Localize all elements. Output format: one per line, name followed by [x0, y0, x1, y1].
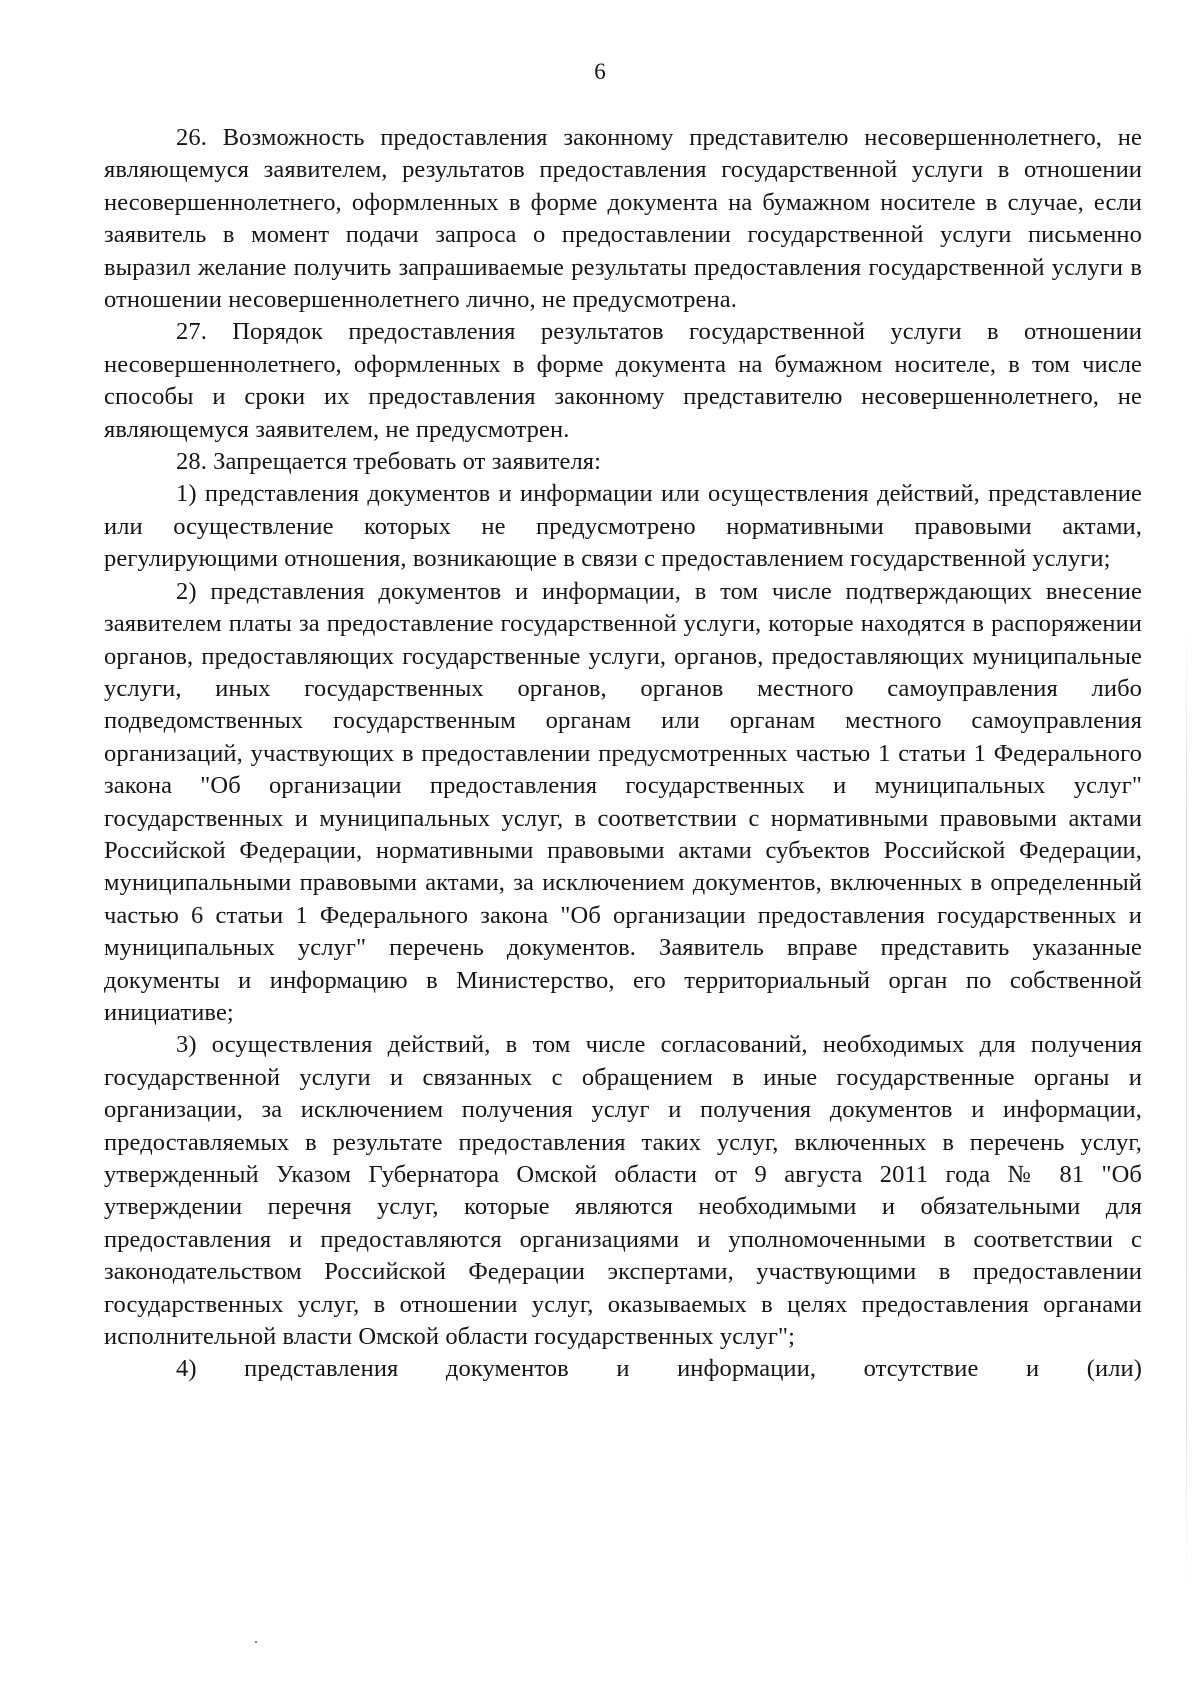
- scan-speck: [255, 1641, 257, 1643]
- list-item-2: 2) представления документов и информации, в том числе подтверждающих внесение заявителем платы за предоставление государственной услуги, которые находятся в распоряжении органов, предоставляющих государственные услуги, органов, предоставляющих муниципальные услуги, иных государственных органов, органов местного самоуправления либо подведомственных государственным органам или органам местного самоуправления организаций, участвующих в предоставлении предусмотренных частью 1 статьи 1 Федерального закона "Об организации предоставления государственных и муниципальных услуг" государственных и муниципальных услуг, в соответствии с нормативными правовыми актами Российской Федерации, нормативными правовыми актами субъектов Российской Федерации, муниципальными правовыми актами, за исключением документов, включенных в определенный частью 6 статьи 1 Федерального закона "Об организации предоставления государственных и муниципальных услуг" перечень документов. Заявитель вправе представить указанные документы и информацию в Министерство, его территориальный орган по собственной инициативе;: [104, 577, 1142, 1026]
- paragraph-26: 26. Возможность предоставления законному представителю несовершеннолетнего, не являющемуся заявителем, результатов предоставления государственной услуги в отношении несовершеннолетнего, оформленных в форме документа на бумажном носителе в случае, если заявитель в момент подачи запроса о предоставлении государственной услуги письменно выразил желание получить запрашиваемые результаты предоставления государственной услуги в отношении несовершеннолетнего лично, не предусмотрена.: [104, 124, 1142, 314]
- list-item-4: 4) представления документов и информации, отсутствие и (или): [176, 1355, 1142, 1383]
- list-item-3: 3) осуществления действий, в том числе согласований, необходимых для получения государственной услуги и связанных с обращением в иные государственные органы и организации, за исключением получения услуг и получения документов и информации, предоставляемых в результате предоставления таких услуг, включенных в перечень услуг, утвержденный Указом Губернатора Омской области от 9 августа 2011 года № 81 "Об утверждении перечня услуг, которые являются необходимыми и обязательными для предоставления и предоставляются организациями и уполномоченными в соответствии с законодательством Российской Федерации экспертами, участвующими в предоставлении государственных услуг, в отношении услуг, оказываемых в целях предоставления органами исполнительной власти Омской области государственных услуг";: [104, 1031, 1142, 1351]
- list-item-1: 1) представления документов и информации или осуществления действий, представление или осуществление которых не предусмотрено нормативными правовыми актами, регулирующими отношения, возникающие в связи с предоставлением государственной услуги;: [104, 480, 1142, 573]
- document-body: [104, 122, 1142, 1386]
- scan-edge-line: [1186, 620, 1187, 1600]
- paragraph-27: 27. Порядок предоставления результатов государственной услуги в отношении несовершеннолетнего, оформленных в форме документа на бумажном носителе, в том числе способы и сроки их предоставления законному представителю несовершеннолетнего, не являющемуся заявителем, не предусмотрен.: [104, 318, 1142, 443]
- page-number: 6: [594, 59, 606, 84]
- paragraph-28: 28. Запрещается требовать от заявителя:: [176, 448, 602, 476]
